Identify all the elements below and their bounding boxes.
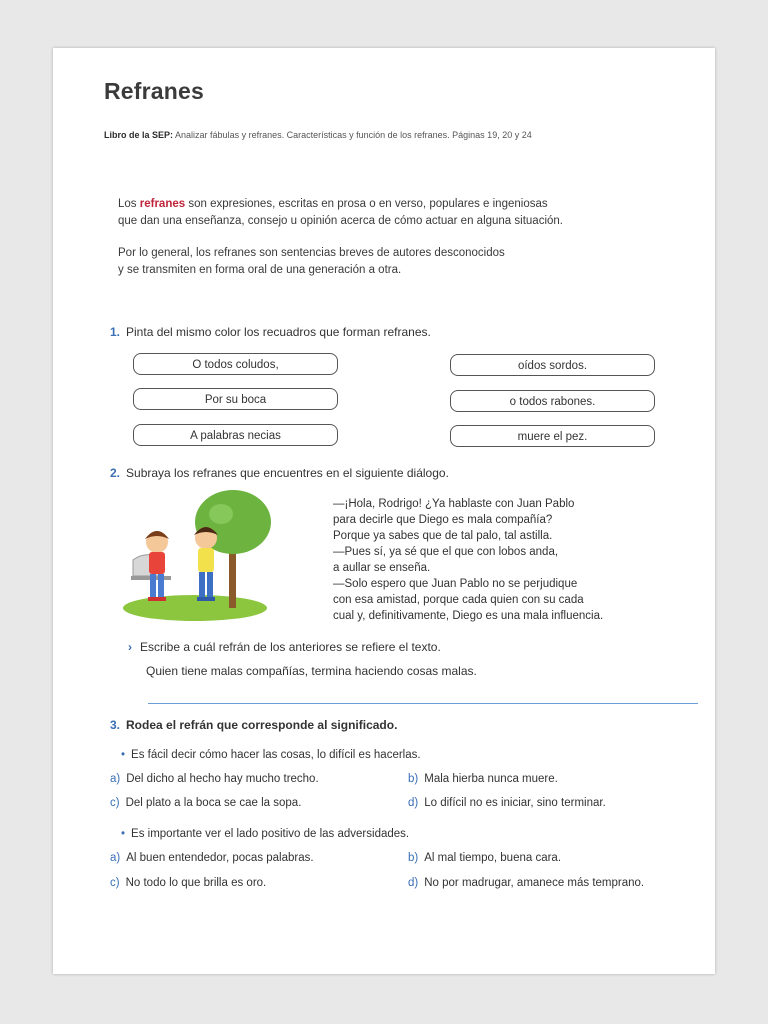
intro-paragraph-1 [118, 196, 548, 213]
dialog-line: cual y, definitivamente, Diego es una mala influencia. [333, 610, 604, 622]
bullet-icon: • [121, 828, 126, 840]
option-2b[interactable] [408, 852, 561, 864]
option-1b[interactable] [408, 773, 558, 785]
refran-box-right-2[interactable]: o todos rabones. [450, 390, 655, 412]
page-title: Refranes [104, 78, 205, 104]
option-1d[interactable] [408, 797, 606, 809]
subquestion-2-answer: Quien tiene malas compañías, termina haciendo cosas malas. [146, 664, 477, 678]
kids-tree-illustration [123, 490, 273, 625]
meaning-text: Es importante ver el lado positivo de las adversidades. [131, 828, 410, 840]
question-3 [110, 718, 397, 732]
refran-box-left-3[interactable]: A palabras necias [133, 424, 338, 446]
option-2a[interactable] [110, 852, 314, 864]
option-1c[interactable] [110, 797, 301, 809]
option-text: Al buen entendedor, pocas palabras. [126, 852, 314, 864]
option-letter: a) [110, 852, 121, 864]
option-text: No por madrugar, amanece más temprano. [424, 877, 645, 889]
question-text: Pinta del mismo color los recuadros que forman refranes. [126, 325, 431, 339]
question-1 [110, 325, 431, 339]
bullet-icon: • [121, 749, 126, 761]
dialog-line: —Solo espero que Juan Pablo no se perjudique [333, 578, 578, 590]
source-reference [104, 130, 532, 140]
intro-text: Los [118, 198, 140, 210]
option-text: No todo lo que brilla es oro. [125, 877, 267, 889]
meaning-2 [121, 828, 409, 840]
question-number: 3. [110, 718, 121, 732]
refran-box-right-3[interactable]: muere el pez. [450, 425, 655, 447]
option-2d[interactable] [408, 877, 644, 889]
answer-line[interactable] [148, 703, 698, 704]
dialog-text [333, 496, 603, 624]
dialog-line: Porque ya sabes que de tal palo, tal astilla. [333, 530, 553, 542]
refran-box-left-1[interactable]: O todos coludos, [133, 353, 338, 375]
option-letter: c) [110, 877, 120, 889]
dialog-line: —Pues sí, ya sé que el que con lobos anda, [333, 546, 559, 558]
intro-text: son expresiones, escritas en prosa o en verso, populares e ingeniosas [185, 198, 548, 210]
option-text: Mala hierba nunca muere. [424, 773, 558, 785]
option-letter: b) [408, 852, 419, 864]
option-text: Lo difícil no es iniciar, sino terminar. [424, 797, 606, 809]
chevron-right-icon: › [128, 640, 132, 654]
intro-paragraph-2: Por lo general, los refranes son sentencias breves de autores desconocidos [118, 247, 505, 259]
option-text: Al mal tiempo, buena cara. [424, 852, 562, 864]
question-text: Subraya los refranes que encuentres en el siguiente diálogo. [126, 466, 449, 480]
dialog-line: —¡Hola, Rodrigo! ¿Ya hablaste con Juan Pablo [333, 498, 575, 510]
subquestion-2 [128, 640, 441, 654]
refran-box-left-2[interactable]: Por su boca [133, 388, 338, 410]
intro-paragraph-1-line2: que dan una enseñanza, consejo u opinión acerca de cómo actuar en alguna situación. [118, 215, 563, 227]
meaning-1 [121, 749, 421, 761]
option-1a[interactable] [110, 773, 319, 785]
question-2 [110, 466, 449, 480]
intro-paragraph-2-line2: y se transmiten en forma oral de una generación a otra. [118, 264, 402, 276]
question-text: Rodea el refrán que corresponde al significado. [126, 718, 398, 732]
subquestion-text: Escribe a cuál refrán de los anteriores se refiere el texto. [140, 640, 441, 654]
highlight-word: refranes [139, 198, 186, 210]
option-letter: a) [110, 773, 121, 785]
option-text: Del dicho al hecho hay mucho trecho. [126, 773, 319, 785]
dialog-line: para decirle que Diego es mala compañía? [333, 514, 553, 526]
option-letter: c) [110, 797, 120, 809]
dialog-line: con esa amistad, porque cada quien con su cada [333, 594, 584, 606]
option-letter: b) [408, 773, 419, 785]
option-2c[interactable] [110, 877, 266, 889]
option-letter: d) [408, 797, 419, 809]
refran-box-right-1[interactable]: oídos sordos. [450, 354, 655, 376]
source-text: Analizar fábulas y refranes. Características y función de los refranes. Páginas 19, 20 y 24 [175, 130, 532, 140]
question-number: 2. [110, 466, 121, 480]
meaning-text: Es fácil decir cómo hacer las cosas, lo difícil es hacerlas. [131, 749, 421, 761]
source-label: Libro de la SEP: [104, 130, 174, 140]
dialog-line: a aullar se enseña. [333, 562, 431, 574]
worksheet-page [53, 48, 715, 974]
question-number: 1. [110, 325, 121, 339]
option-text: Del plato a la boca se cae la sopa. [125, 797, 302, 809]
option-letter: d) [408, 877, 419, 889]
